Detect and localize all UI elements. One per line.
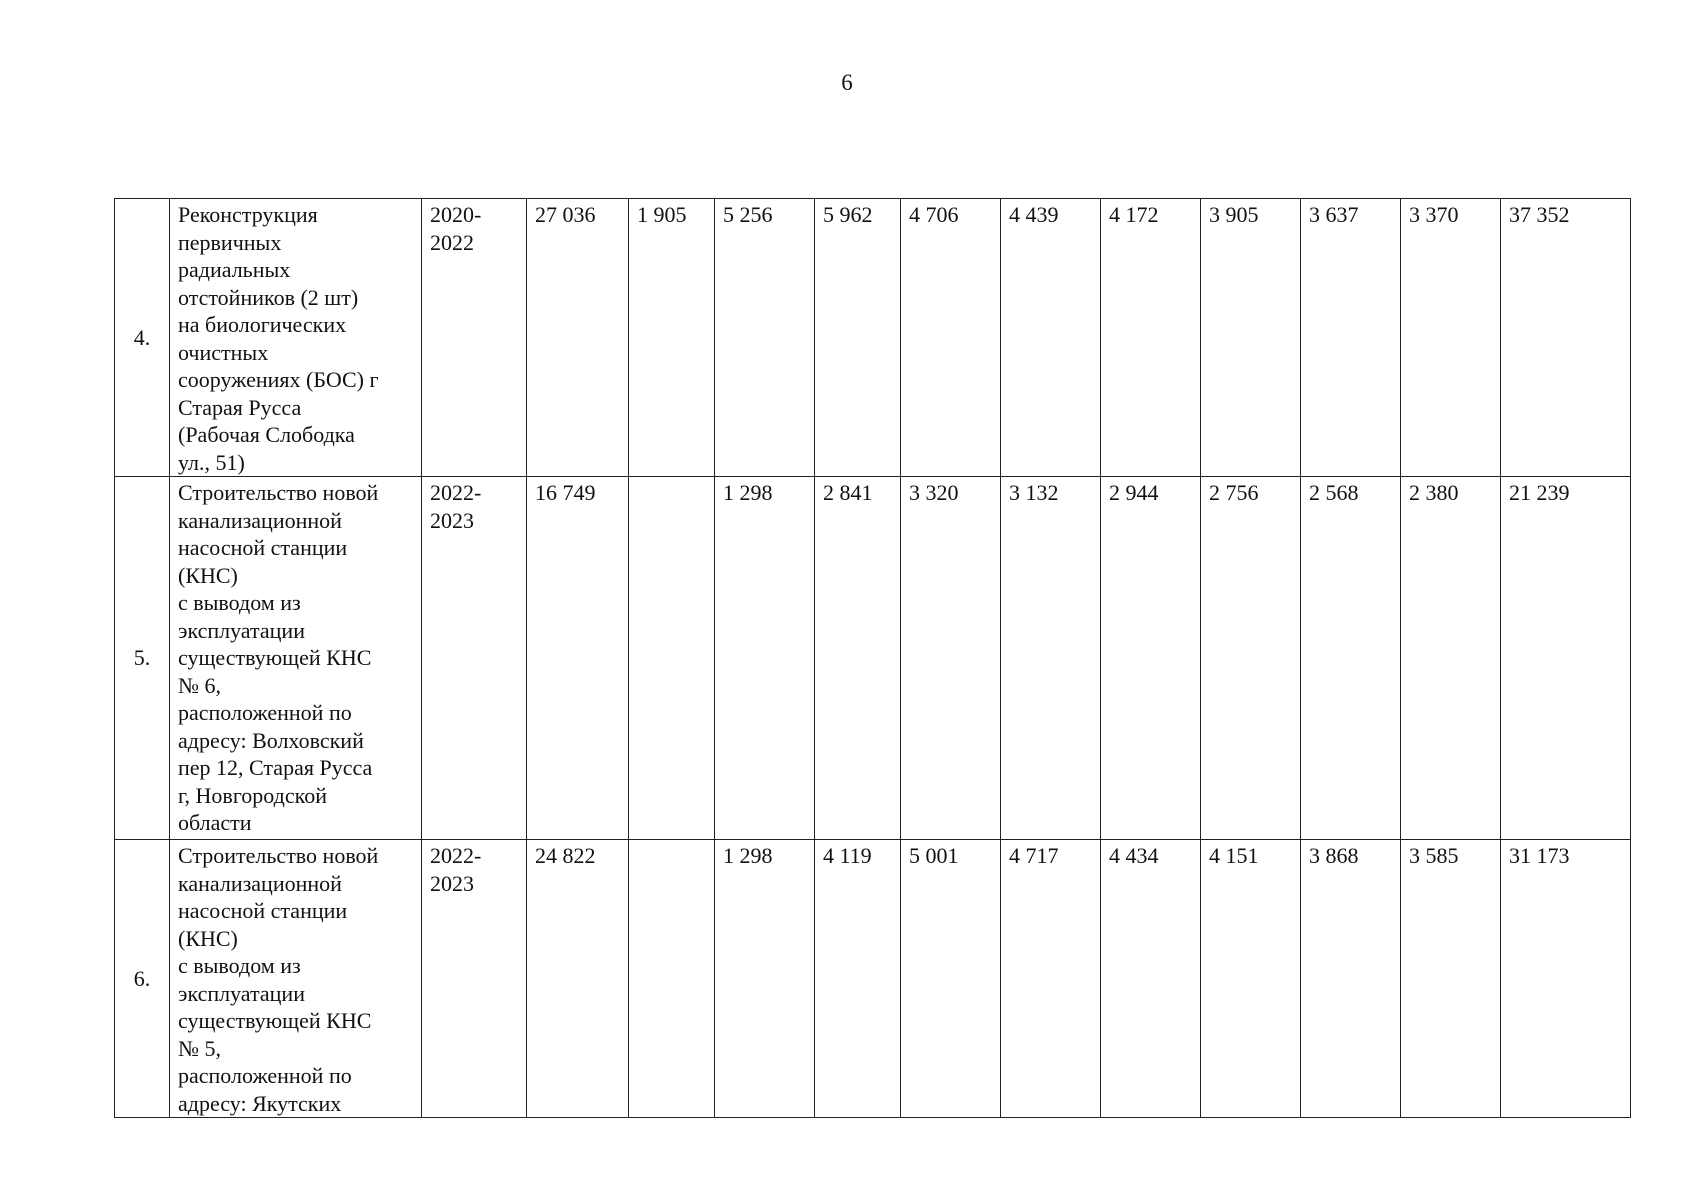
- value-cell: 16 749: [527, 477, 629, 840]
- total-value-cell: 31 173: [1501, 840, 1631, 1118]
- value-cell: 3 370: [1401, 199, 1501, 477]
- value-cell: [629, 840, 715, 1118]
- row-number-cell: 4.: [115, 199, 170, 477]
- period-cell: 2020- 2022: [422, 199, 527, 477]
- table-row: [115, 840, 1631, 1118]
- value-cell: [629, 477, 715, 840]
- value-cell: 4 119: [815, 840, 901, 1118]
- project-name-cell: Строительство новой канализационной насосной станции (КНС) с выводом из эксплуатации существующей КНС № 5, расположенной по адресу: Якутских: [170, 840, 422, 1118]
- value-cell: 3 637: [1301, 199, 1401, 477]
- value-cell: 24 822: [527, 840, 629, 1118]
- investment-table: [114, 198, 1631, 1118]
- value-cell: 2 944: [1101, 477, 1201, 840]
- value-cell: 4 717: [1001, 840, 1101, 1118]
- value-cell: 4 172: [1101, 199, 1201, 477]
- value-cell: 3 132: [1001, 477, 1101, 840]
- value-cell: 3 868: [1301, 840, 1401, 1118]
- value-cell: 4 439: [1001, 199, 1101, 477]
- project-name-cell: Строительство новой канализационной насосной станции (КНС) с выводом из эксплуатации существующей КНС № 6, расположенной по адресу: Волховский пер 12, Старая Русса г, Новгородской области: [170, 477, 422, 840]
- value-cell: 5 256: [715, 199, 815, 477]
- value-cell: 2 841: [815, 477, 901, 840]
- value-cell: 3 905: [1201, 199, 1301, 477]
- value-cell: 5 001: [901, 840, 1001, 1118]
- total-value-cell: 21 239: [1501, 477, 1631, 840]
- table-row: [115, 199, 1631, 477]
- period-cell: 2022- 2023: [422, 477, 527, 840]
- value-cell: 3 585: [1401, 840, 1501, 1118]
- row-number-cell: 6.: [115, 840, 170, 1118]
- value-cell: 1 298: [715, 477, 815, 840]
- value-cell: 1 905: [629, 199, 715, 477]
- value-cell: 2 756: [1201, 477, 1301, 840]
- table-row: [115, 477, 1631, 840]
- value-cell: 4 151: [1201, 840, 1301, 1118]
- total-value-cell: 37 352: [1501, 199, 1631, 477]
- row-number-cell: 5.: [115, 477, 170, 840]
- investment-table-wrap: [114, 198, 1630, 1118]
- period-cell: 2022- 2023: [422, 840, 527, 1118]
- value-cell: 4 706: [901, 199, 1001, 477]
- value-cell: 2 380: [1401, 477, 1501, 840]
- value-cell: 2 568: [1301, 477, 1401, 840]
- value-cell: 1 298: [715, 840, 815, 1118]
- value-cell: 3 320: [901, 477, 1001, 840]
- page-number: 6: [841, 70, 853, 95]
- value-cell: 5 962: [815, 199, 901, 477]
- value-cell: 4 434: [1101, 840, 1201, 1118]
- project-name-cell: Реконструкция первичных радиальных отстойников (2 шт) на биологических очистных сооружениях (БОС) г Старая Русса (Рабочая Слободка ул., 51): [170, 199, 422, 477]
- value-cell: 27 036: [527, 199, 629, 477]
